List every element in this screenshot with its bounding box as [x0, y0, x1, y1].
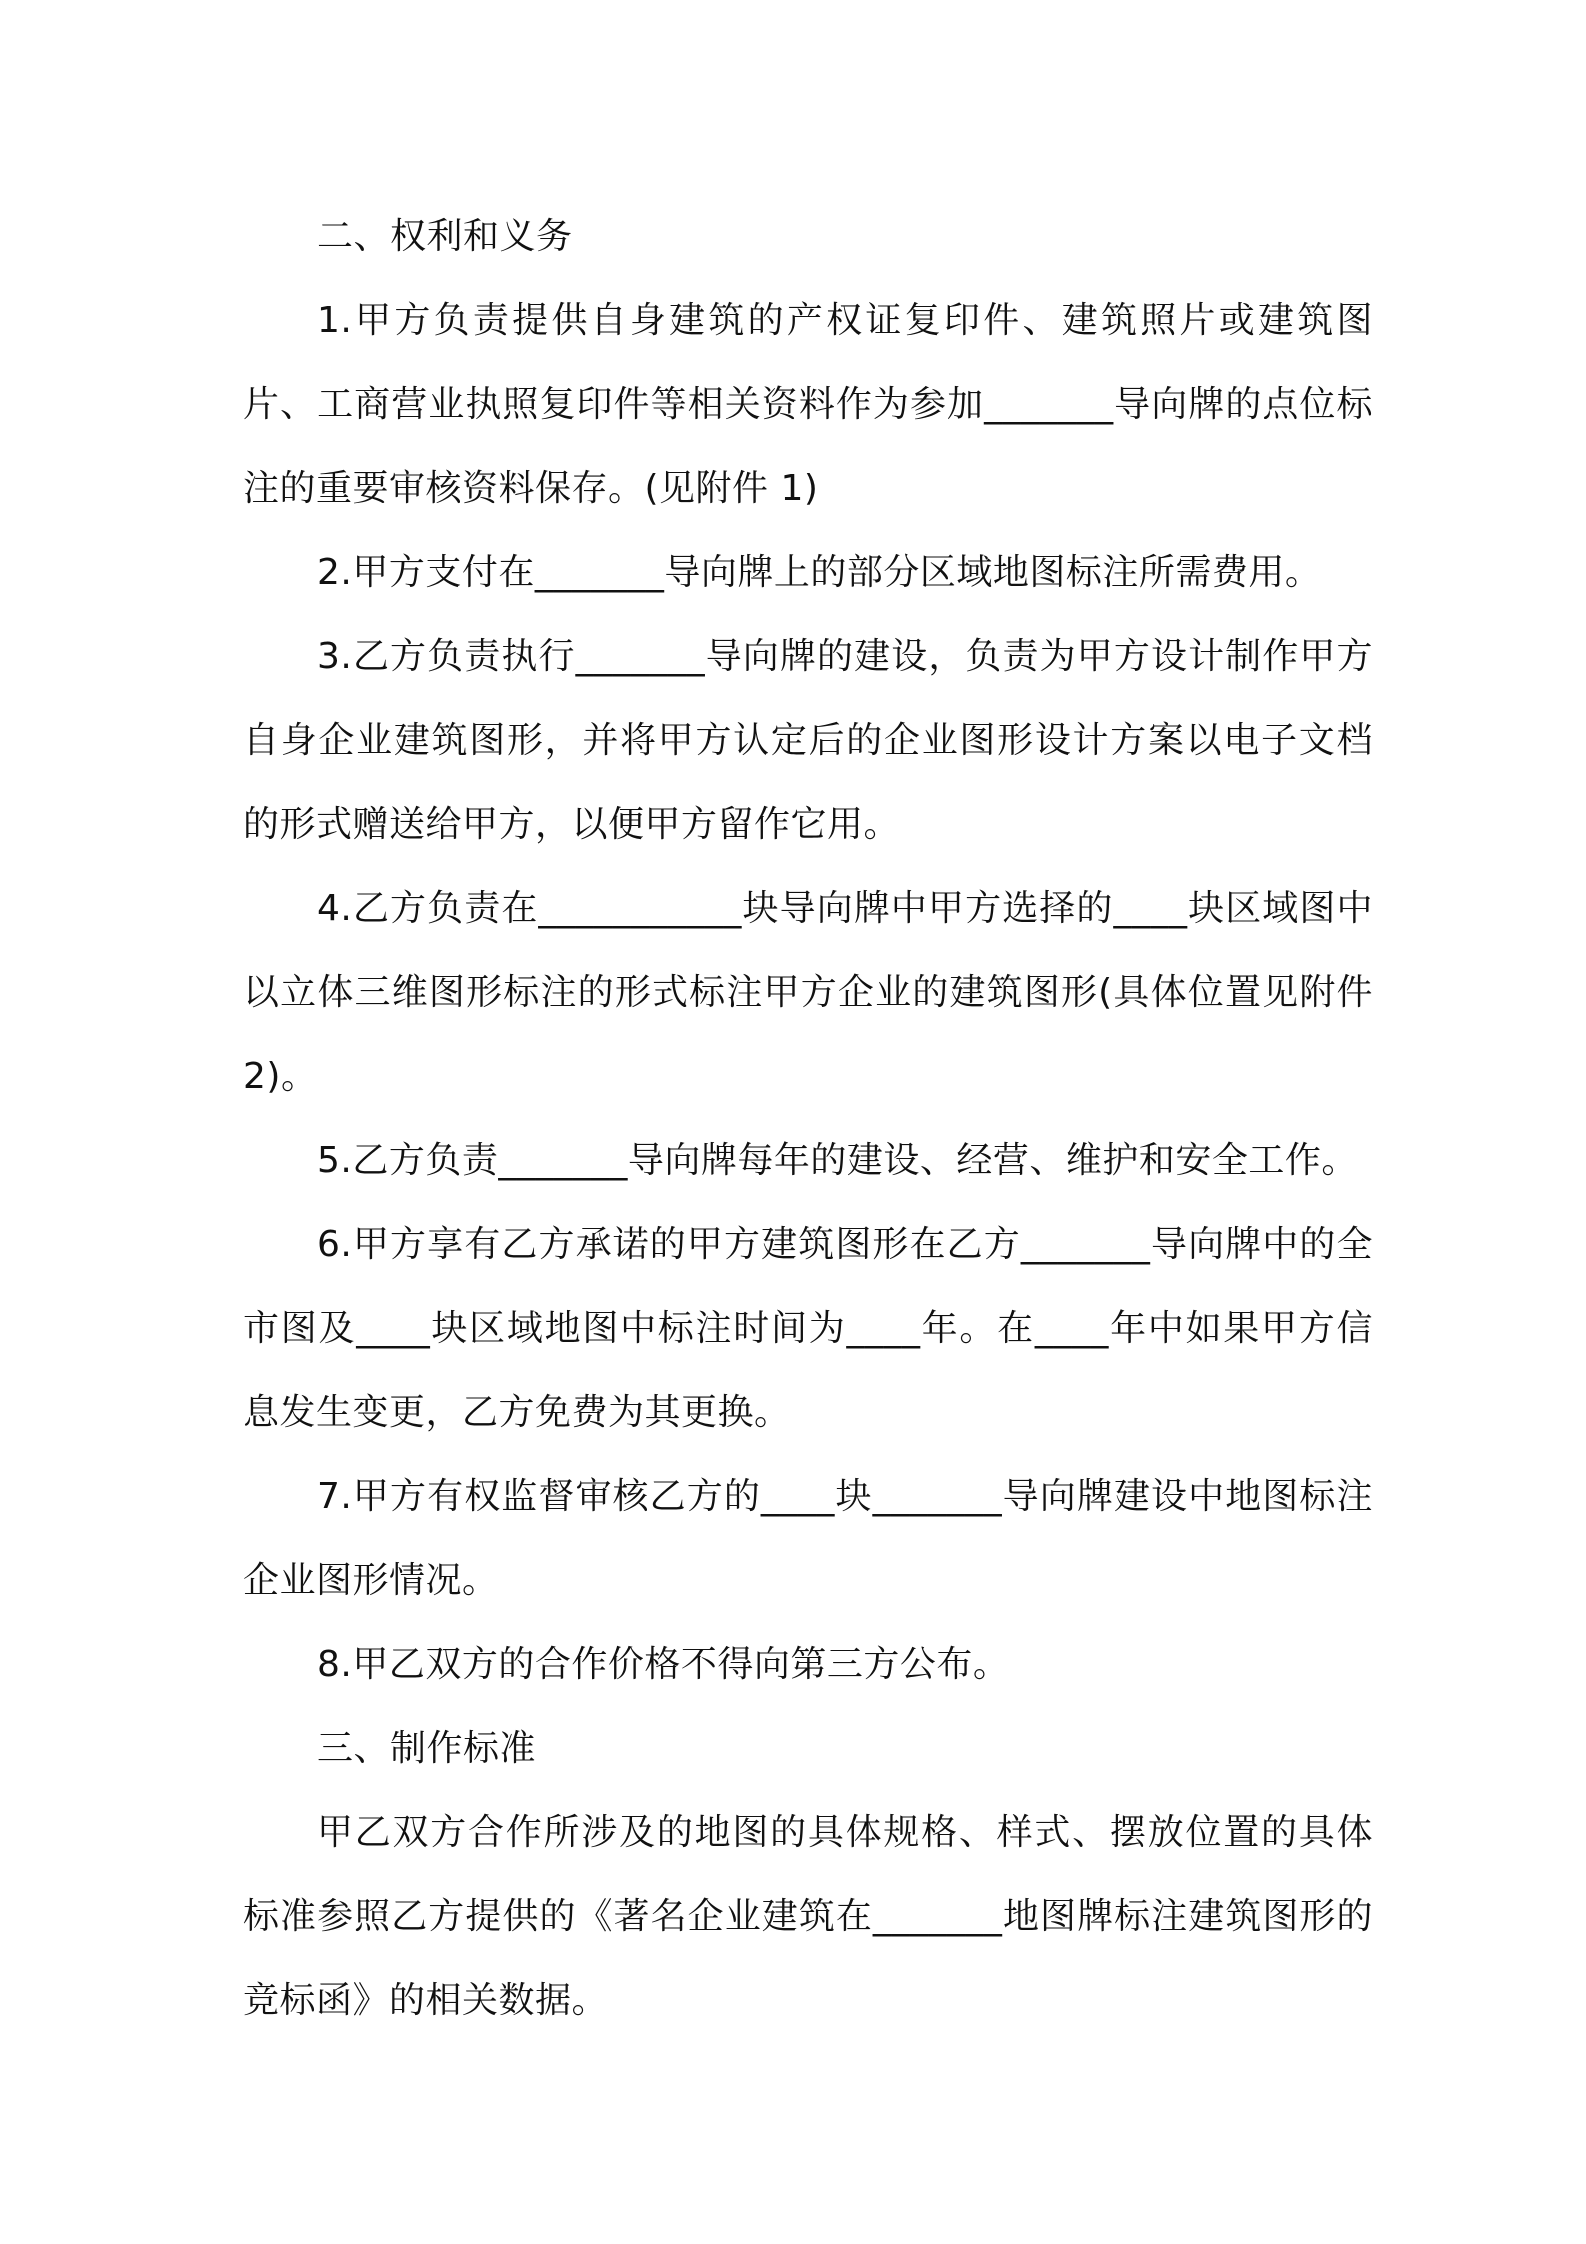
section-heading-rights-obligations: 二、权利和义务: [317, 216, 573, 257]
clause-5: 5.乙方负责_______导向牌每年的建设、经营、维护和安全工作。: [317, 1140, 1358, 1181]
clause-6: 6.甲方享有乙方承诺的甲方建筑图形在乙方_______导向牌中的全市图及____块区域地图中标注时间为____年。在____年中如果甲方信息发生变更，乙方免费为其更换。: [243, 1224, 1373, 1433]
clause-4: 4.乙方负责在___________块导向牌中甲方选择的____块区域图中以立体三维图形标注的形式标注甲方企业的建筑图形(具体位置见附件 2)。: [243, 888, 1373, 1097]
clause-8: 8.甲乙双方的合作价格不得向第三方公布。: [317, 1644, 1010, 1685]
clause-3: 3.乙方负责执行_______导向牌的建设，负责为甲方设计制作甲方自身企业建筑图形，并将甲方认定后的企业图形设计方案以电子文档的形式赠送给甲方，以便甲方留作它用。: [243, 636, 1373, 845]
section-heading-production-standard: 三、制作标准: [317, 1728, 537, 1769]
clause-1: 1.甲方负责提供自身建筑的产权证复印件、建筑照片或建筑图片、工商营业执照复印件等相关资料作为参加_______导向牌的点位标注的重要审核资料保存。(见附件 1): [243, 300, 1373, 509]
clause-2: 2.甲方支付在_______导向牌上的部分区域地图标注所需费用。: [317, 552, 1322, 593]
document-body: [243, 195, 1373, 2043]
clause-7: 7.甲方有权监督审核乙方的____块_______导向牌建设中地图标注企业图形情况。: [243, 1476, 1373, 1601]
production-standard-text: 甲乙双方合作所涉及的地图的具体规格、样式、摆放位置的具体标准参照乙方提供的《著名企业建筑在_______地图牌标注建筑图形的竞标函》的相关数据。: [243, 1812, 1373, 2021]
